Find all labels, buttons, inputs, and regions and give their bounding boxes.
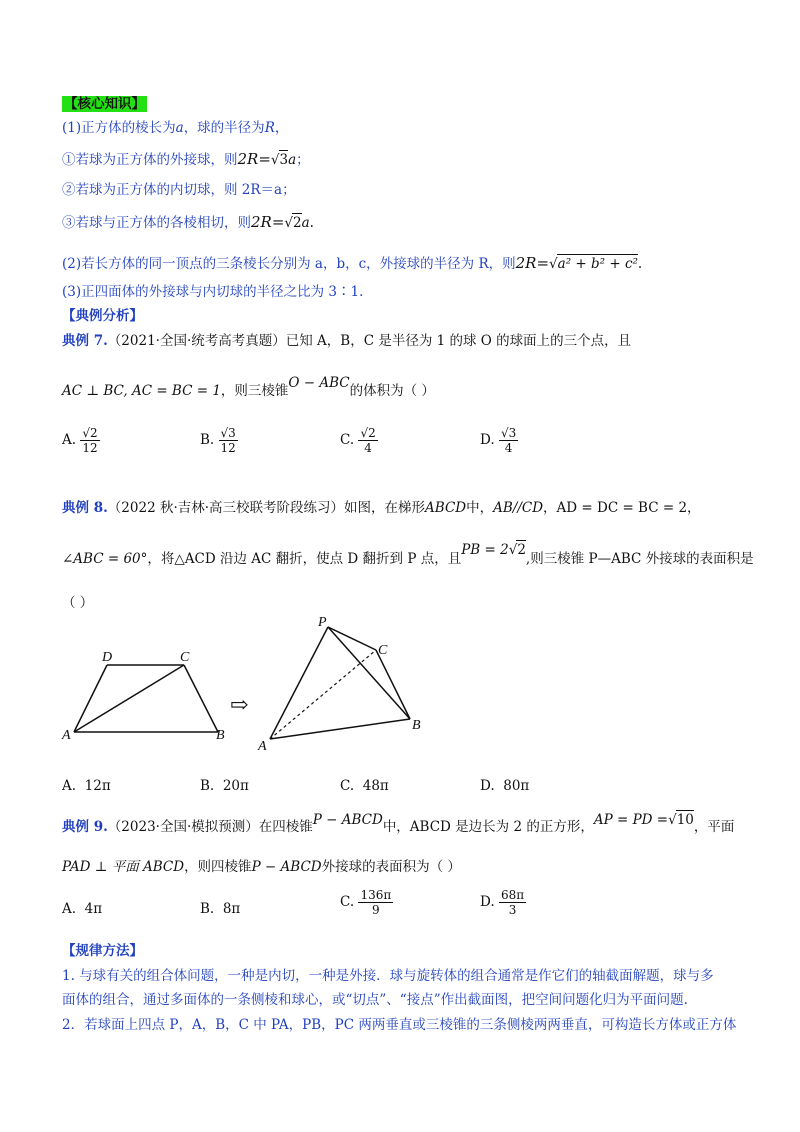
core-line-3: ②若球为正方体的内切球，则 2R＝a； <box>62 182 296 198</box>
ex9-option-d[interactable]: D. $\frac{68\pi}{3}$ <box>480 888 525 917</box>
ex9-line-1: 典例 9.（2023·全国·模拟预测）在四棱锥P − ABCD中，ABCD 是边长为 2 的正方形，AP = PD =√10，平面 <box>62 812 735 835</box>
trapezoid-figure <box>61 650 225 743</box>
method-p1b: 面体的组合，通过多面体的一条侧棱和球心，或“切点”、“接点”作出截面图，把空间问题化归为平面问题. <box>62 992 688 1008</box>
ex8-option-d[interactable]: D. 80π <box>480 778 530 794</box>
ex8-figure <box>60 612 440 752</box>
core-line-4: ③若球与正方体的各棱相切，则2R=√2a. <box>62 213 314 231</box>
ex8-option-a[interactable]: A. 12π <box>62 778 111 794</box>
core-line-6: (3)正四面体的外接球与内切球的半径之比为 3∶1. <box>62 284 364 300</box>
core-line-1: (1)正方体的棱长为a，球的半径为R， <box>62 120 289 136</box>
label-c: C <box>180 650 190 665</box>
label-p: P <box>318 615 327 630</box>
label-a: A <box>62 728 71 743</box>
tetrahedron-figure <box>257 615 421 752</box>
label-a2: A <box>258 739 267 752</box>
core-line-5: (2)若长方体的同一顶点的三条棱长分别为 a，b，c，外接球的半径为 R，则2R=√a² + b² + c². <box>62 254 643 272</box>
analysis-title: 【典例分析】 <box>62 308 143 324</box>
ex9-option-a[interactable]: A. 4π <box>62 901 103 917</box>
method-p1a: 1. 与球有关的组合体问题，一种是内切，一种是外接．球与旋转体的组合通常是作它们的轴截面解题，球与多 <box>62 968 714 984</box>
ex8-option-c[interactable]: C. 48π <box>340 778 389 794</box>
ex8-paren: （ ） <box>62 595 94 611</box>
ex8-line-1: 典例 8.（2022 秋·吉林·高三校联考阶段练习）如图，在梯形ABCD中，AB//CD，AD = DC = BC = 2， <box>62 500 701 516</box>
label-b2: B <box>412 718 421 733</box>
ex7-line-1: 典例 7.（2021·全国·统考高考真题）已知 A，B，C 是半径为 1 的球 O 的球面上的三个点，且 <box>62 333 632 349</box>
ex9-line-2: PAD ⊥ 平面 ABCD，则四棱锥P − ABCD外接球的表面积为（ ） <box>62 859 461 875</box>
label-c2: C <box>378 643 388 658</box>
ex9-option-c[interactable]: C. $\frac{136\pi}{9}$ <box>340 888 392 917</box>
label-b: B <box>216 728 225 743</box>
method-title: 【规律方法】 <box>62 943 143 959</box>
core-knowledge-title: 【核心知识】 <box>64 96 145 112</box>
ex7-line-2: AC ⊥ BC, AC = BC = 1，则三棱锥O − ABC的体积为（ ） <box>62 375 435 399</box>
ex7-option-a[interactable]: A. $\frac{√2}{12}$ <box>62 426 98 455</box>
ex7-option-c[interactable]: C. $\frac{√2}{4}$ <box>340 426 376 455</box>
ex9-option-b[interactable]: B. 8π <box>200 901 241 917</box>
ex7-option-d[interactable]: D. $\frac{√3}{4}$ <box>480 426 517 455</box>
label-d: D <box>102 650 113 665</box>
ex8-line-2: ∠ABC = 60°，将△ACD 沿边 AC 翻折，使点 D 翻折到 P 点，且PB = 2√2,则三棱锥 P—ABC 外接球的表面积是 <box>62 542 754 567</box>
core-line-2: ①若球为正方体的外接球，则2R=√3a； <box>62 150 310 168</box>
ex7-option-b[interactable]: B. $\frac{√3}{12}$ <box>200 426 236 455</box>
ex8-option-b[interactable]: B. 20π <box>200 778 249 794</box>
arrow-icon: ⇨ <box>230 692 249 717</box>
method-p2: 2．若球面上四点 P，A，B，C 中 PA，PB，PC 两两垂直或三棱锥的三条侧棱两两垂直，可构造长方体或正方体 <box>62 1017 737 1033</box>
